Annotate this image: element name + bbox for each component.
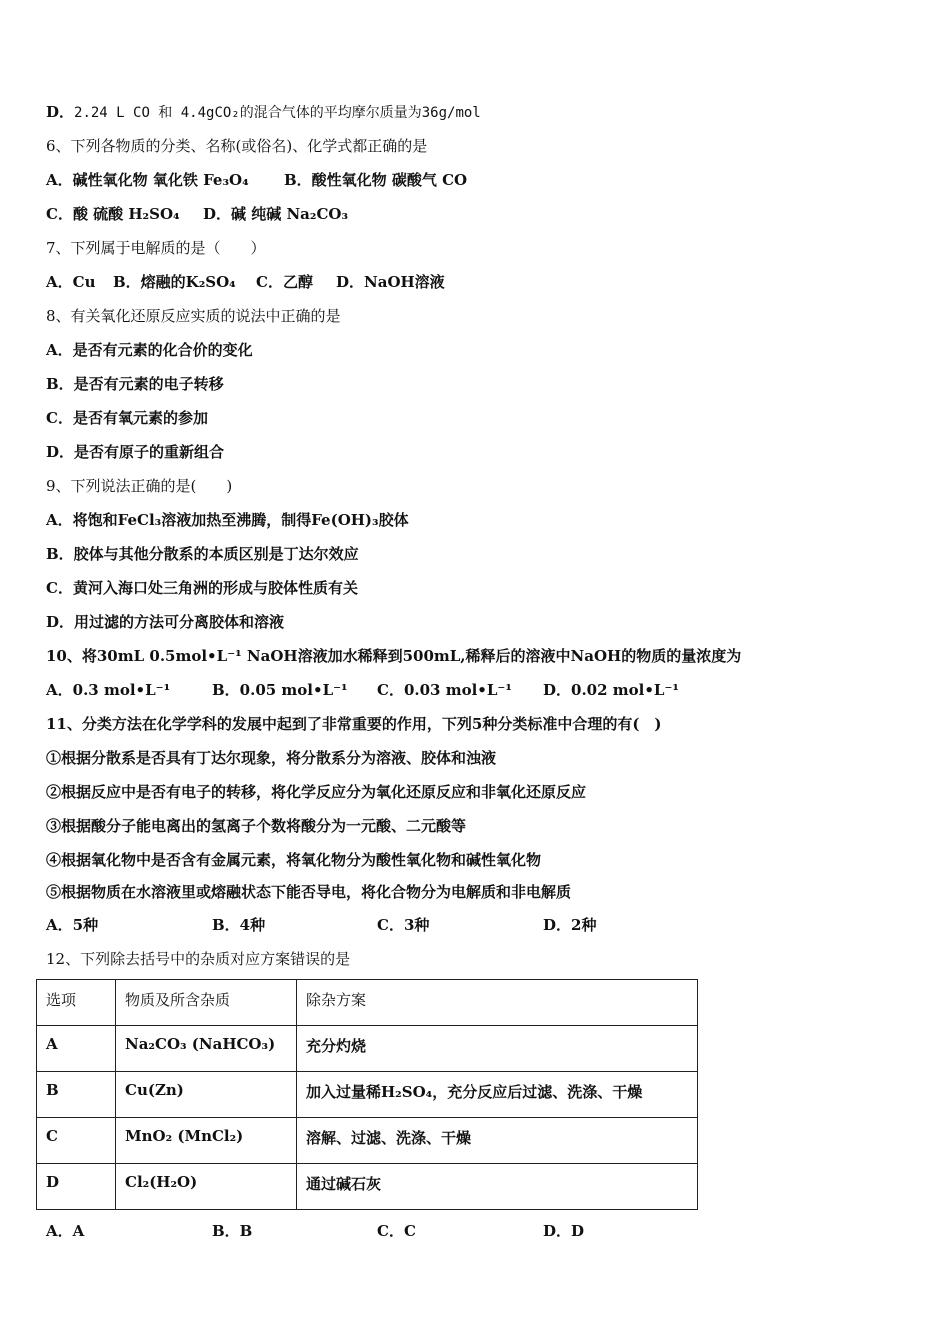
q12-option-a: A．A xyxy=(46,1222,85,1240)
q11-stem: 11、分类方法在化学学科的发展中起到了非常重要的作用，下列5种分类标准中合理的有( ) xyxy=(46,715,662,733)
q7-option-c: C．乙醇 xyxy=(256,273,313,291)
q12-table xyxy=(36,979,698,1210)
q10-option-c: C．0.03 mol•L⁻¹ xyxy=(377,681,512,699)
table-header-cell: 物质及所含杂质 xyxy=(116,980,297,1026)
q12-option-b: B．B xyxy=(212,1222,253,1240)
table-cell: 充分灼烧 xyxy=(297,1026,698,1072)
q9-option-b: B．胶体与其他分散系的本质区别是丁达尔效应 xyxy=(46,545,359,563)
q12-stem: 12、下列除去括号中的杂质对应方案错误的是 xyxy=(46,950,351,968)
table-cell: Na₂CO₃ (NaHCO₃) xyxy=(116,1026,297,1072)
table-row xyxy=(37,1164,698,1210)
table-cell: 加入过量稀H₂SO₄，充分反应后过滤、洗涤、干燥 xyxy=(297,1072,698,1118)
q11-statement-4: ④根据氧化物中是否含有金属元素，将氧化物分为酸性氧化物和碱性氧化物 xyxy=(46,851,542,869)
table-cell: 溶解、过滤、洗涤、干燥 xyxy=(297,1118,698,1164)
q7-stem: 7、下列属于电解质的是（ ） xyxy=(46,239,266,257)
q11-statement-5: ⑤根据物质在水溶液里或熔融状态下能否导电，将化合物分为电解质和非电解质 xyxy=(46,883,572,901)
q8-option-c: C．是否有氧元素的参加 xyxy=(46,409,208,427)
table-row xyxy=(37,1026,698,1072)
q12-option-c: C．C xyxy=(377,1222,416,1240)
q11-option-d: D．2种 xyxy=(543,916,597,934)
table-cell: C xyxy=(37,1118,116,1164)
q10-option-b: B．0.05 mol•L⁻¹ xyxy=(212,681,348,699)
q6-option-b: B．酸性氧化物 碳酸气 CO xyxy=(284,171,468,189)
table-row xyxy=(37,1118,698,1164)
q11-statement-3: ③根据酸分子能电离出的氢离子个数将酸分为一元酸、二元酸等 xyxy=(46,817,467,835)
q10-stem: 10、将30mL 0.5mol•L⁻¹ NaOH溶液加水稀释到500mL,稀释后的溶液中NaOH的物质的量浓度为 xyxy=(46,647,742,665)
table-row xyxy=(37,1072,698,1118)
q9-option-a: A．将饱和FeCl₃溶液加热至沸腾，制得Fe(OH)₃胶体 xyxy=(46,511,409,529)
table-cell: A xyxy=(37,1026,116,1072)
q6-option-c: C．酸 硫酸 H₂SO₄ xyxy=(46,205,180,223)
table-cell: Cu(Zn) xyxy=(116,1072,297,1118)
q9-stem: 9、下列说法正确的是( ) xyxy=(46,477,233,495)
q9-option-c: C．黄河入海口处三角洲的形成与胶体性质有关 xyxy=(46,579,358,597)
q7-option-a: A．Cu xyxy=(46,273,96,291)
q7-option-b: B．熔融的K₂SO₄ xyxy=(113,273,236,291)
q11-option-c: C．3种 xyxy=(377,916,430,934)
q10-option-d: D．0.02 mol•L⁻¹ xyxy=(543,681,679,699)
q8-option-b: B．是否有元素的电子转移 xyxy=(46,375,224,393)
q5-option-d: D．2.24 L CO 和 4.4gCO₂的混合气体的平均摩尔质量为36g/mol xyxy=(46,103,481,121)
table-header-row xyxy=(37,980,698,1026)
q6-stem: 6、下列各物质的分类、名称(或俗名)、化学式都正确的是 xyxy=(46,137,428,155)
q11-option-b: B．4种 xyxy=(212,916,266,934)
q11-option-a: A．5种 xyxy=(46,916,99,934)
q8-stem: 8、有关氧化还原反应实质的说法中正确的是 xyxy=(46,307,341,325)
table-header-cell: 除杂方案 xyxy=(297,980,698,1026)
q7-option-d: D．NaOH溶液 xyxy=(336,273,445,291)
table-cell: 通过碱石灰 xyxy=(297,1164,698,1210)
q11-statement-1: ①根据分散系是否具有丁达尔现象，将分散系分为溶液、胶体和浊液 xyxy=(46,749,497,767)
q8-option-a: A．是否有元素的化合价的变化 xyxy=(46,341,253,359)
q6-option-d: D．碱 纯碱 Na₂CO₃ xyxy=(203,205,349,223)
table-cell: Cl₂(H₂O) xyxy=(116,1164,297,1210)
q11-statement-2: ②根据反应中是否有电子的转移，将化学反应分为氧化还原反应和非氧化还原反应 xyxy=(46,783,587,801)
q6-option-a: A．碱性氧化物 氧化铁 Fe₃O₄ xyxy=(46,171,249,189)
table-cell: D xyxy=(37,1164,116,1210)
table-cell: MnO₂ (MnCl₂) xyxy=(116,1118,297,1164)
q8-option-d: D．是否有原子的重新组合 xyxy=(46,443,225,461)
q12-option-d: D．D xyxy=(543,1222,585,1240)
table-cell: B xyxy=(37,1072,116,1118)
table-header-cell: 选项 xyxy=(37,980,116,1026)
q10-option-a: A．0.3 mol•L⁻¹ xyxy=(46,681,171,699)
q9-option-d: D．用过滤的方法可分离胶体和溶液 xyxy=(46,613,285,631)
